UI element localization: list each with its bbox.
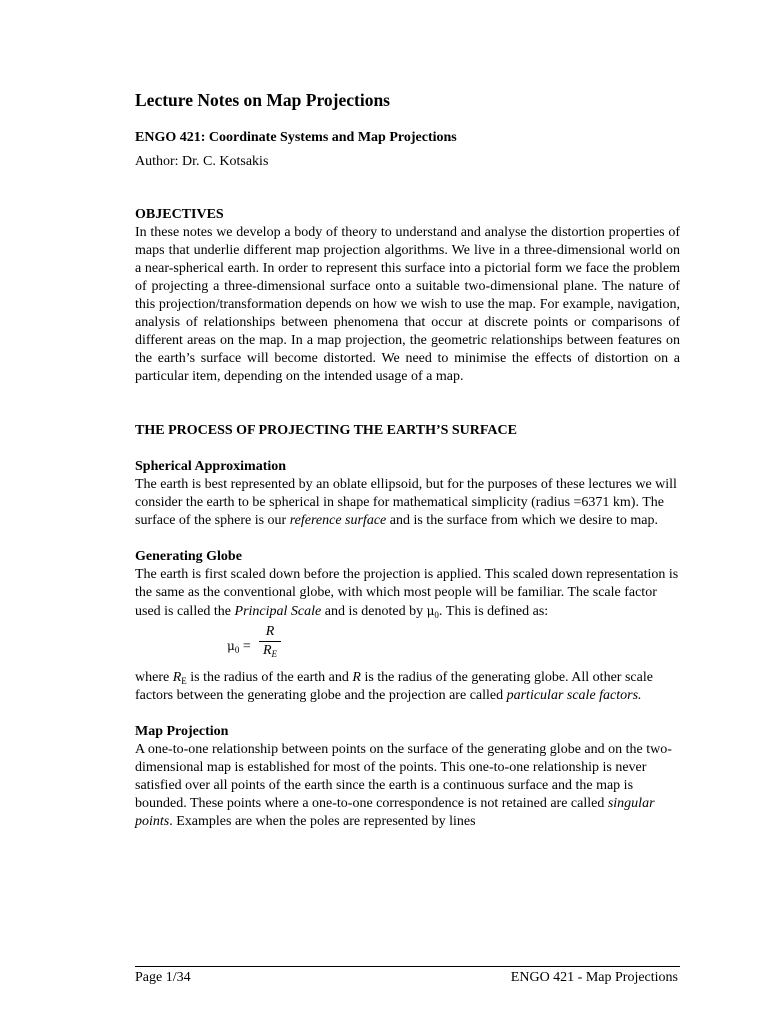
spherical-paragraph [135,476,680,530]
projection-paragraph [135,741,680,831]
globe-text-mid: and is denoted by [321,604,427,619]
where-text-3: is the radius of the generating globe. All other scale factors between the generating globe and the projection are called [135,670,653,703]
formula-denominator-symbol: R [262,643,272,658]
spherical-text-before: The earth is best represented by an oblate ellipsoid, but for the purposes of these lectures we will consider the earth to be spherical in shape for mathematical simplicity (radius =6371 km). The surface of the sphere is our [135,477,677,528]
page-number: Page 1/34 [135,970,191,985]
formula-denominator-subscript: E [271,649,278,659]
body-content [135,206,680,831]
where-text-2: is the radius of the earth and [186,670,353,685]
formula-denominator [259,642,281,660]
globe-paragraph [135,566,680,621]
formula-lhs [227,637,251,656]
spherical-text-after: and is the surface from which we desire to map. [386,513,658,528]
document-title: Lecture Notes on Map Projections [135,90,390,110]
spherical-heading: Spherical Approximation [135,459,287,474]
globe-emphasis: Principal Scale [234,604,322,619]
where-r-symbol: R [352,670,361,685]
formula-mu-subscript: 0 [234,645,240,655]
projection-heading: Map Projection [135,724,229,739]
objectives-heading: OBJECTIVES [135,207,224,222]
projection-text-before: A one-to-one relationship between points on the surface of the generating globe and on the two-dimensional map is established for most of the points. This one-to-one relationship is never satisfied over all points of the earth since the earth is a continuous surface and the map is bounded. These points where a one-to-one correspondence is not retained are called [135,742,672,811]
principal-scale-subscript: 0 [434,610,439,620]
footer-rule [135,966,680,967]
globe-text-before: The earth is first scaled down before the projection is applied. This scaled down representation is the same as the conventional globe, with which most people will be familiar. The scale factor used is called the [135,567,679,619]
where-emphasis: particular scale factors. [506,688,642,703]
formula-fraction [259,623,281,660]
author-line: Author: Dr. C. Kotsakis [135,154,269,169]
projection-emphasis: singular points [135,796,655,829]
globe-text-after: . This is defined as: [438,604,549,619]
running-title: ENGO 421 - Map Projections [510,970,678,985]
where-re-subscript: E [181,676,187,686]
formula-numerator: R [265,624,275,639]
principal-scale-symbol: μ [426,604,435,618]
where-re-symbol: R [172,670,182,685]
globe-heading: Generating Globe [135,549,242,564]
objectives-paragraph: In these notes we develop a body of theory to understand and analyse the distortion properties of maps that underlie different map projection algorithms. We live in a three-dimensional world on a near-spherical earth. In order to represent this surface into a pictorial form we face the problem of projecting a three-dimensional surface onto a suitable two-dimensional plane. The nature of this projection/transformation depends on how we wish to use the map. For example, navigation, analysis of relationships between phenomena that occur at discrete points or comparisons of different areas on the map. In a map projection, the geometric relationships between features on the earth’s surface will become distorted. We need to minimise the effects of distortion on a particular item, depending on the intended usage of a map. [135,225,680,384]
projection-text-after: . Examples are when the poles are represented by lines [169,814,476,829]
where-paragraph [135,669,680,705]
spherical-emphasis: reference surface [289,513,387,528]
course-title: ENGO 421: Coordinate Systems and Map Projections [135,130,457,145]
formula-mu: μ [227,639,235,653]
principal-scale-formula [227,624,680,669]
process-heading: THE PROCESS OF PROJECTING THE EARTH’S SURFACE [135,423,517,438]
where-text-1: where [135,670,173,685]
formula-equals: = [242,639,251,654]
